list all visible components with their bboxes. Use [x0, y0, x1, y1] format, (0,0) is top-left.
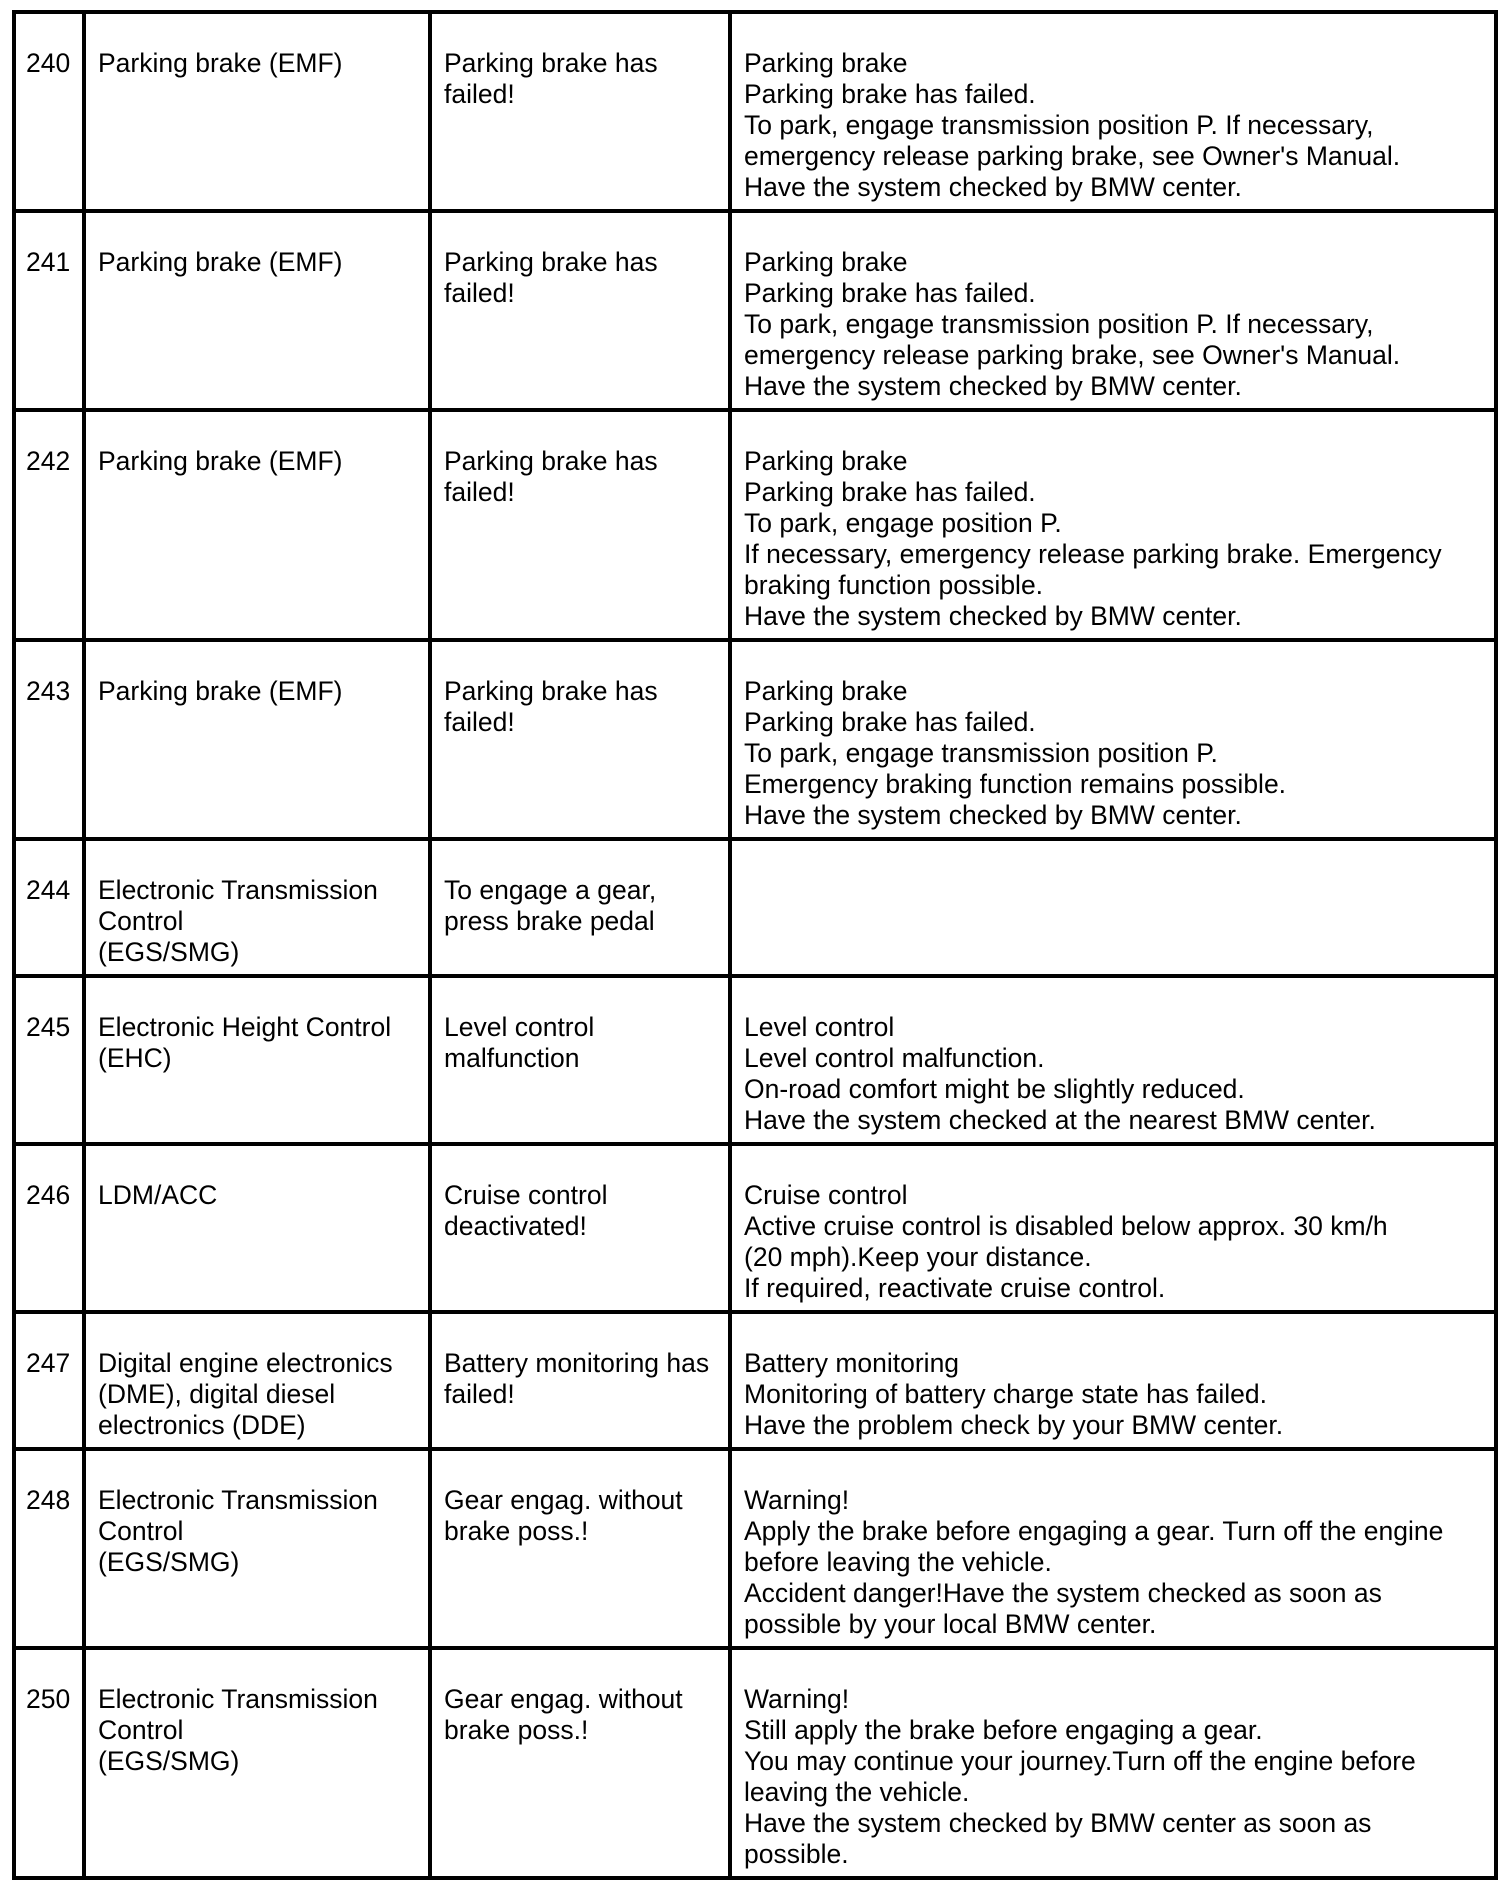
system-name: Electronic Transmission Control (EGS/SMG) [84, 1449, 430, 1648]
message-number: 248 [14, 1449, 84, 1648]
table-row [14, 12, 1496, 211]
system-name: LDM/ACC [84, 1144, 430, 1312]
display-message: To engage a gear, press brake pedal [430, 839, 730, 976]
message-number: 242 [14, 410, 84, 640]
detail-text: Parking brake Parking brake has failed. To park, engage position P. If necessary, emergency release parking brake. Emergency braking function possible. Have the system checked by BMW center. [730, 410, 1496, 640]
message-number: 243 [14, 640, 84, 839]
display-message: Battery monitoring has failed! [430, 1312, 730, 1449]
message-number: 250 [14, 1648, 84, 1878]
system-name: Electronic Height Control (EHC) [84, 976, 430, 1144]
display-message: Parking brake has failed! [430, 640, 730, 839]
table-row [14, 640, 1496, 839]
message-number: 240 [14, 12, 84, 211]
system-name: Electronic Transmission Control (EGS/SMG) [84, 839, 430, 976]
display-message: Gear engag. without brake poss.! [430, 1648, 730, 1878]
table-row [14, 410, 1496, 640]
table-row [14, 1144, 1496, 1312]
detail-text: Cruise control Active cruise control is disabled below approx. 30 km/h (20 mph).Keep your distance. If required, reactivate cruise control. [730, 1144, 1496, 1312]
system-name: Digital engine electronics (DME), digital diesel electronics (DDE) [84, 1312, 430, 1449]
detail-text: Warning! Apply the brake before engaging a gear. Turn off the engine before leaving the vehicle. Accident danger!Have the system checked as soon as possible by your local BMW center. [730, 1449, 1496, 1648]
table-row [14, 1449, 1496, 1648]
table-row [14, 1648, 1496, 1878]
system-name: Parking brake (EMF) [84, 12, 430, 211]
detail-text: Battery monitoring Monitoring of battery charge state has failed. Have the problem check by your BMW center. [730, 1312, 1496, 1449]
display-message: Gear engag. without brake poss.! [430, 1449, 730, 1648]
detail-text [730, 839, 1496, 976]
message-number: 247 [14, 1312, 84, 1449]
table-row [14, 839, 1496, 976]
message-number: 246 [14, 1144, 84, 1312]
detail-text: Parking brake Parking brake has failed. To park, engage transmission position P. Emergency braking function remains possible. Have the system checked by BMW center. [730, 640, 1496, 839]
system-name: Parking brake (EMF) [84, 211, 430, 410]
detail-text: Parking brake Parking brake has failed. To park, engage transmission position P. If necessary, emergency release parking brake, see Owner's Manual. Have the system checked by BMW center. [730, 12, 1496, 211]
check-control-message-table [12, 10, 1498, 1880]
detail-text: Parking brake Parking brake has failed. To park, engage transmission position P. If necessary, emergency release parking brake, see Owner's Manual. Have the system checked by BMW center. [730, 211, 1496, 410]
display-message: Parking brake has failed! [430, 410, 730, 640]
table-row [14, 1312, 1496, 1449]
system-name: Electronic Transmission Control (EGS/SMG) [84, 1648, 430, 1878]
system-name: Parking brake (EMF) [84, 640, 430, 839]
display-message: Parking brake has failed! [430, 12, 730, 211]
table-row [14, 976, 1496, 1144]
detail-text: Warning! Still apply the brake before engaging a gear. You may continue your journey.Turn off the engine before leaving the vehicle. Have the system checked by BMW center as soon as possible. [730, 1648, 1496, 1878]
display-message: Level control malfunction [430, 976, 730, 1144]
display-message: Parking brake has failed! [430, 211, 730, 410]
message-number: 244 [14, 839, 84, 976]
detail-text: Level control Level control malfunction. On-road comfort might be slightly reduced. Have the system checked at the nearest BMW center. [730, 976, 1496, 1144]
display-message: Cruise control deactivated! [430, 1144, 730, 1312]
table-row [14, 211, 1496, 410]
system-name: Parking brake (EMF) [84, 410, 430, 640]
message-number: 245 [14, 976, 84, 1144]
message-number: 241 [14, 211, 84, 410]
